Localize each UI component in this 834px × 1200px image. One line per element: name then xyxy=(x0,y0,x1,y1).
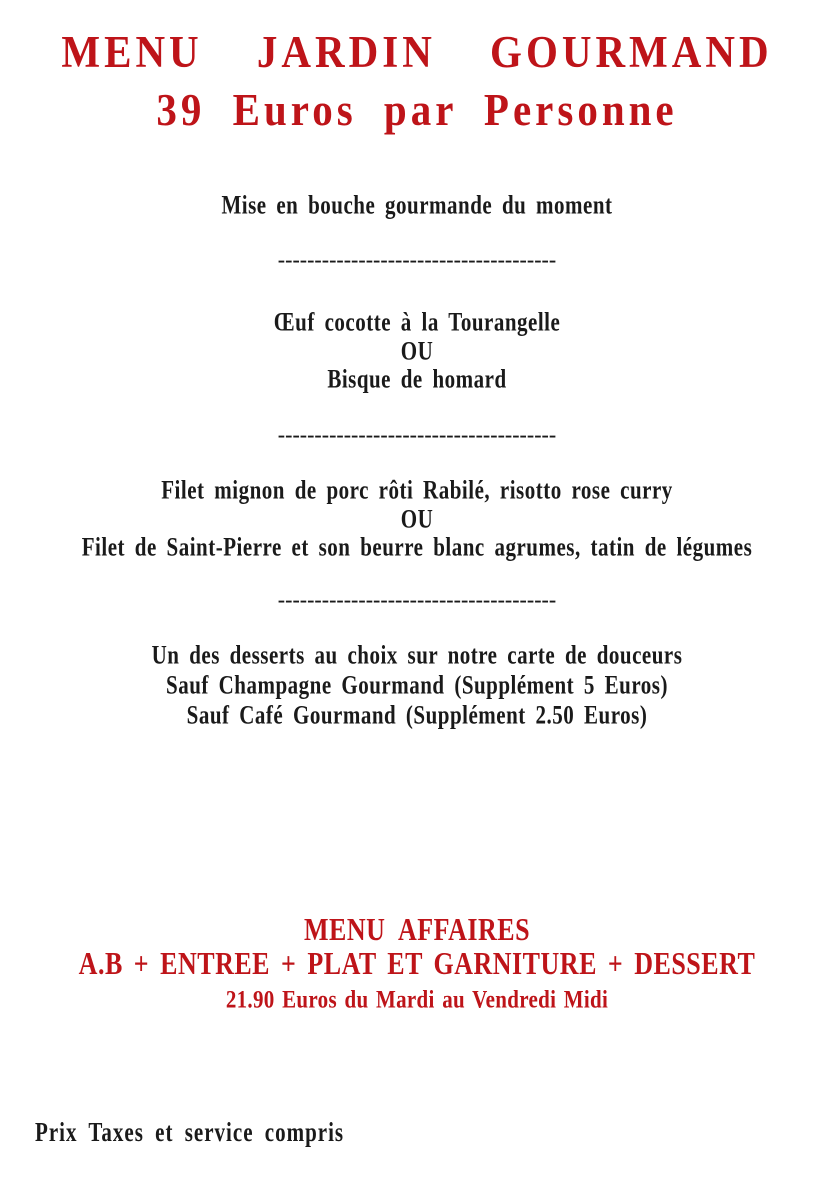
main-option-1: Filet mignon de porc rôti Rabilé, risotto rose curry xyxy=(161,474,673,505)
main-option-2: Filet de Saint-Pierre et son beurre blanc agrumes, tatin de légumes xyxy=(81,531,753,562)
dashed-separator-1: -------------------------------------- xyxy=(277,247,557,272)
or-divider-starters: OU xyxy=(400,335,434,366)
menu-affaires-formula: A.B + ENTREE + PLAT ET GARNITURE + DESSERT xyxy=(78,946,756,982)
or-divider-mains: OU xyxy=(400,503,434,534)
menu-affaires-title: MENU AFFAIRES xyxy=(303,912,531,948)
menu-title: MENU JARDIN GOURMAND xyxy=(61,25,773,78)
dashed-separator-2: -------------------------------------- xyxy=(277,422,557,447)
menu-affaires-availability: 21.90 Euros du Mardi au Vendredi Midi xyxy=(225,984,609,1014)
amuse-bouche-line: Mise en bouche gourmande du moment xyxy=(221,189,613,220)
starter-option-2: Bisque de homard xyxy=(327,363,507,394)
starter-option-1: Œuf cocotte à la Tourangelle xyxy=(273,306,561,337)
menu-price-subtitle: 39 Euros par Personne xyxy=(156,83,678,136)
dessert-choice-line: Un des desserts au choix sur notre carte de douceurs xyxy=(151,639,683,670)
dessert-exclusion-champagne: Sauf Champagne Gourmand (Supplément 5 Euros) xyxy=(166,669,668,700)
dashed-separator-3: -------------------------------------- xyxy=(277,587,557,612)
taxes-service-note: Prix Taxes et service compris xyxy=(35,1116,345,1148)
dessert-exclusion-cafe: Sauf Café Gourmand (Supplément 2.50 Euros) xyxy=(186,699,648,730)
